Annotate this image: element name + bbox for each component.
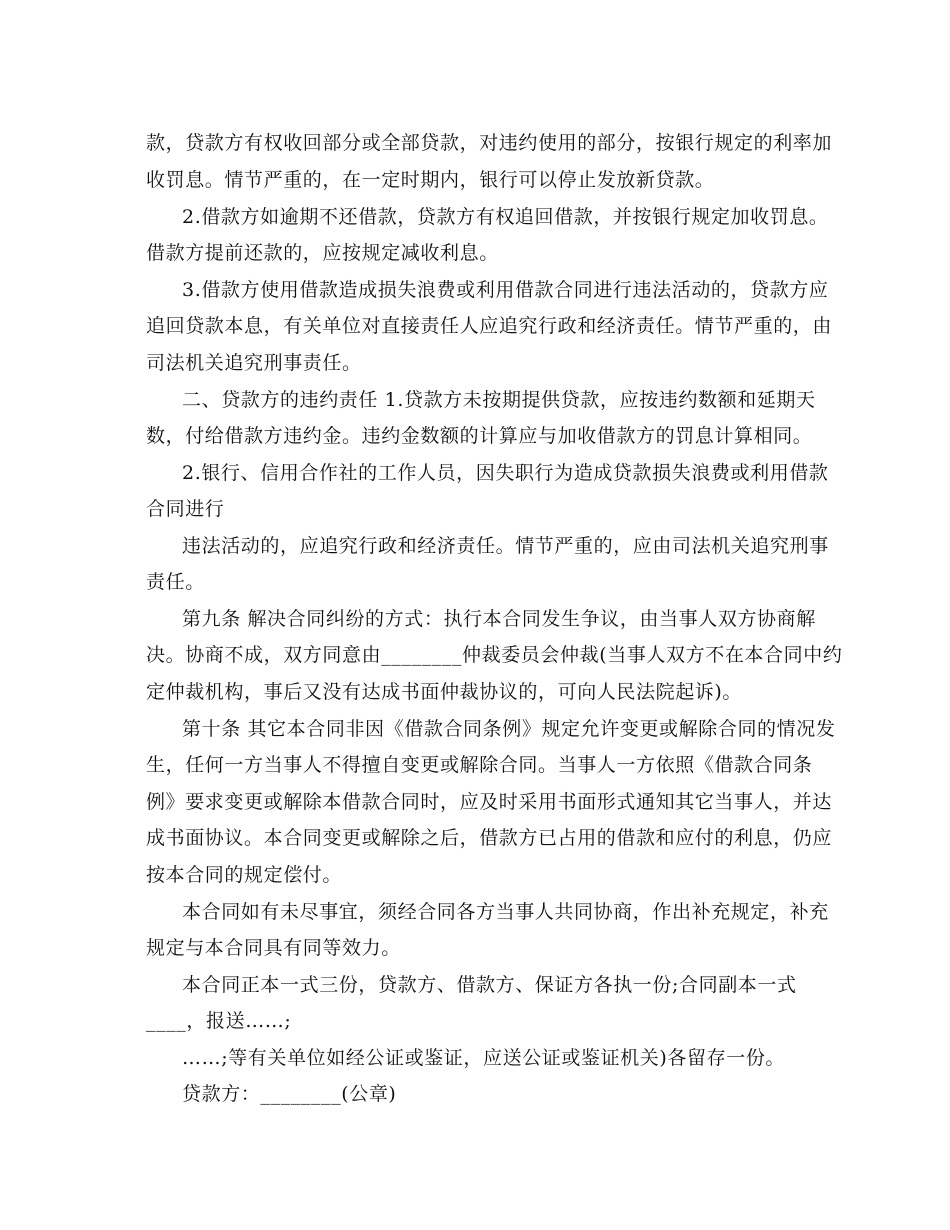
text-line: 按本合同的规定偿付。 [146, 864, 343, 886]
text-line: 数，付给借款方违约金。违约金数额的计算应与加收借款方的罚息计算相同。 [146, 425, 813, 447]
text-line: 二、贷款方的违约责任 1.贷款方未按期提供贷款，应按违约数额和延期天 [182, 389, 816, 411]
text-line: 2.银行、信用合作社的工作人员，因失职行为造成贷款损失浪费或利用借款 [182, 462, 829, 484]
text-line: 定仲裁机构，事后又没有达成书面仲裁协议的，可向人民法院起诉)。 [146, 681, 743, 703]
text-line: 生，任何一方当事人不得擅自变更或解除合同。当事人一方依照《借款合同条 [146, 754, 813, 776]
text-line: 收罚息。情节严重的，在一定时期内，银行可以停止发放新贷款。 [146, 169, 715, 191]
text-line: 规定与本合同具有同等效力。 [146, 937, 401, 959]
text-line: 本合同正本一式三份，贷款方、借款方、保证方各执一份;合同副本一式 [182, 974, 797, 996]
text-line: 司法机关追究刑事责任。 [146, 352, 362, 374]
text-line: 例》要求变更或解除本借款合同时，应及时采用书面形式通知其它当事人，并达 [146, 791, 833, 813]
text-line: 借款方提前还款的，应按规定减收利息。 [146, 242, 499, 264]
text-line: 第十条 其它本合同非因《借款合同条例》规定允许变更或解除合同的情况发 [182, 718, 836, 740]
text-line: 合同进行 [146, 498, 225, 520]
text-line: ____，报送……; [146, 1010, 292, 1032]
text-line: 本合同如有未尽事宜，须经合同各方当事人共同协商，作出补充规定，补充 [182, 901, 829, 923]
text-line: 2.借款方如逾期不还借款，贷款方有权追回借款，并按银行规定加收罚息。 [182, 206, 829, 228]
text-line: 责任。 [146, 571, 205, 593]
text-line: ……;等有关单位如经公证或鉴证，应送公证或鉴证机关)各留存一份。 [182, 1047, 786, 1069]
text-line: 3.借款方使用借款造成损失浪费或利用借款合同进行违法活动的，贷款方应 [182, 279, 829, 301]
text-line: 款，贷款方有权收回部分或全部贷款，对违约使用的部分，按银行规定的利率加 [146, 132, 833, 154]
text-line: 贷款方：________(公章) [182, 1083, 397, 1105]
text-line: 追回贷款本息，有关单位对直接责任人应追究行政和经济责任。情节严重的，由 [146, 315, 833, 337]
text-line: 违法活动的，应追究行政和经济责任。情节严重的，应由司法机关追究刑事 [182, 535, 829, 557]
text-line: 成书面协议。本合同变更或解除之后，借款方已占用的借款和应付的利息，仍应 [146, 827, 833, 849]
text-line: 决。协商不成，双方同意由________仲裁委员会仲裁(当事人双方不在本合同中约 [146, 644, 843, 666]
text-line: 第九条 解决合同纠纷的方式：执行本合同发生争议，由当事人双方协商解 [182, 608, 816, 630]
